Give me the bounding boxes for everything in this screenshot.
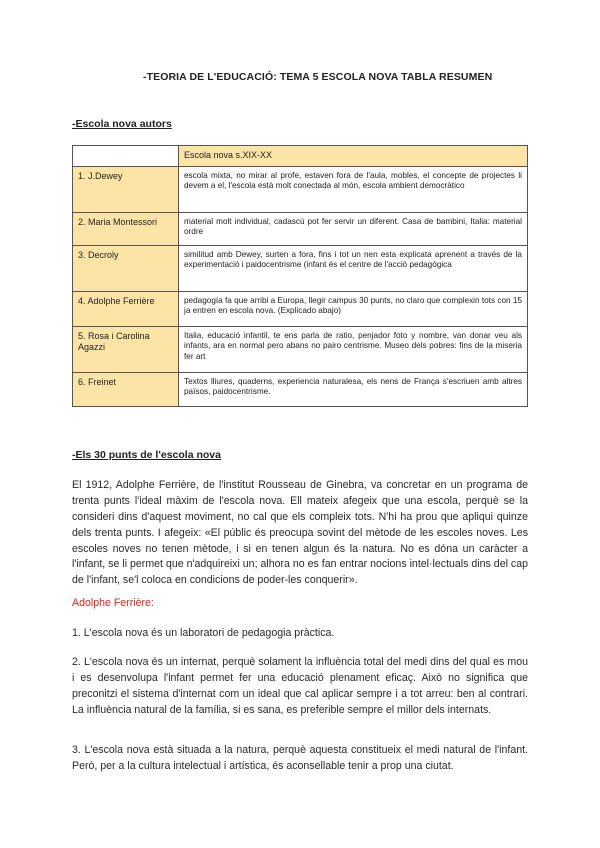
author-name: 4. Adolphe Ferrière bbox=[73, 291, 179, 326]
author-name: 3. Decroly bbox=[73, 245, 179, 291]
author-name: 5. Rosa i Carolina Agazzi bbox=[73, 326, 179, 372]
point-2: 2. L'escola nova és un internat, perquè solament la influència total del medi dins del qual es mou i es desenvolupa l'infant permet fer una educació plenament eficaç. Això no significa que preconitzi el sistema d'internat com un ideal que cal aplicar sempre i a tot arreu: ben al contrari. La influència natural de la família, si es sana, es preferible sempre el millor dels internats. bbox=[72, 656, 528, 716]
author-description: pedagogía fa que arribi a Europa, llegir campus 30 punts, no claro que complexin tots con 15 ja entren en escola nova. (Explicado abajo) bbox=[179, 291, 528, 326]
table-row bbox=[73, 245, 528, 291]
authors-table bbox=[72, 145, 528, 407]
author-label: Adolphe Ferrière: bbox=[72, 597, 154, 609]
table-row bbox=[73, 166, 528, 212]
table-row bbox=[73, 372, 528, 406]
intro-paragraph: El 1912, Adolphe Ferrière, de l'institut Rousseau de Ginebra, va concretar en un programa de trenta punts l'ideal màxim de l'escola nova. Ell mateix afegeix que una escola, perquè se la consideri dins d'aquest moviment, no cal que els compleix tots. N'hi ha prou que apliqui quinze dels trenta punts. I afegeix: «El públic és preocupa sovint del mètode de les escoles noves. Les escoles noves no tenen mètode, i si en tenen algun és la natura. No es dóna un caràcter a l'infant, se li permet que n'adquireixi un; alhora no es fan entrar nocions intel·lectuals dins del cap de l'infant, se'l coloca en condicions de poder-les conquerir». bbox=[72, 479, 528, 587]
point-1: 1. L'escola nova és un laboratori de pedagogia pràctica. bbox=[72, 627, 335, 639]
table-corner-cell bbox=[73, 146, 179, 167]
point-3: 3. L'escola nova està situada a la natura, perquè aquesta constitueix el medi natural de l'infant. Però, per a la cultura intelectual i artística, és aconsellable tenir a prop una ciutat. bbox=[72, 744, 528, 772]
page-title: -TEORIA DE L'EDUCACIÓ: TEMA 5 ESCOLA NOVA TABLA RESUMEN bbox=[143, 71, 493, 83]
author-name: 6. Freinet bbox=[73, 372, 179, 406]
author-name: 1. J.Dewey bbox=[73, 166, 179, 212]
table-header-cell: Escola nova s.XIX-XX bbox=[179, 146, 528, 167]
table-row bbox=[73, 212, 528, 245]
section-heading-authors: -Escola nova autors bbox=[72, 118, 172, 130]
author-description: Textos lliures, quaderns, experiencia naturalesa, els nens de França s'escriuen amb altres països, paidocentrisme. bbox=[179, 372, 528, 406]
table-header-row bbox=[73, 146, 528, 167]
author-description: Italia, educació infantil, te ens parla de ratio, penjador foto y nombre, van donar veu als infants, ara en normal pero abans no pairo centrisme. Museo dels pobres: fins de la miseria fer art bbox=[179, 326, 528, 372]
author-description: similitud amb Dewey, surten a fora, fins i tot un nen esta explicata aprenent a través de la experimentació i paidocentrisme (infant és el centre de l'acció pedagógica bbox=[179, 245, 528, 291]
table-row bbox=[73, 291, 528, 326]
author-description: material molt individual, cadascú pot fer servir un diferent. Casa de bambini, Italia: material ordre bbox=[179, 212, 528, 245]
author-description: escola mixta, no mirar al profe, estaven fora de l'aula, mobles, el concepte de projectes li devem a el, l'escola està molt conectada al món, escola ambient democràtico bbox=[179, 166, 528, 212]
section-heading-30-points: -Els 30 punts de l'escola nova bbox=[72, 449, 221, 461]
author-name: 2. Maria Montessori bbox=[73, 212, 179, 245]
table-row bbox=[73, 326, 528, 372]
